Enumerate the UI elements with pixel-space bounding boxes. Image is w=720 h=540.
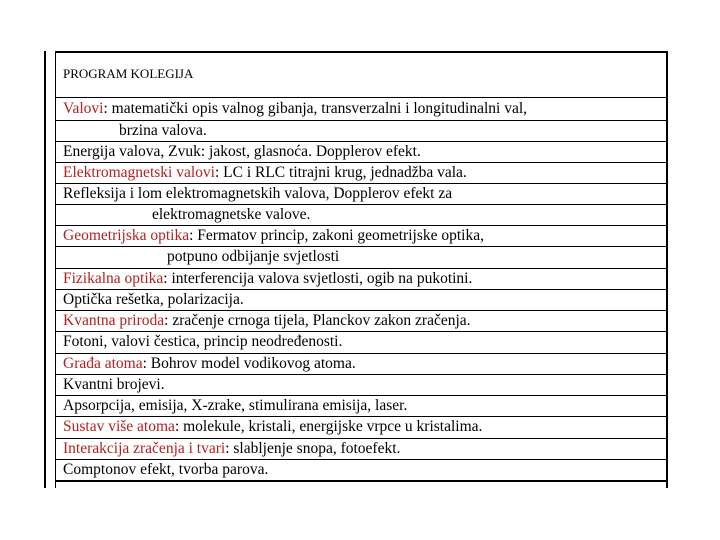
topic-term: Interakcija zračenja i tvari	[63, 440, 226, 457]
topic-term: Sustav više atoma	[63, 418, 175, 435]
topic-text: Fotoni, valovi čestica, princip neodređenosti.	[63, 333, 343, 350]
table-row	[55, 311, 668, 332]
topic-text: Comptonov efekt, tvorba parova.	[63, 461, 269, 478]
topic-text: : LC i RLC titrajni krug, jednadžba vala.	[214, 164, 467, 181]
table-row	[55, 247, 668, 269]
table-row	[55, 396, 668, 417]
topic-text: Energija valova, Zvuk: jakost, glasnoća. Dopplerov efekt.	[63, 143, 421, 160]
topic-term: Fizikalna optika	[63, 270, 164, 287]
topic-text: potpuno odbijanje svjetlosti	[167, 248, 340, 265]
table-row	[55, 226, 668, 247]
table-row	[55, 163, 668, 184]
table-row	[55, 332, 668, 354]
topic-text: : Fermatov princip, zakoni geometrijske optika,	[189, 227, 484, 244]
table-row	[55, 98, 668, 121]
topic-term: Geometrijska optika	[63, 227, 190, 244]
table-row	[55, 269, 668, 290]
topic-text: : matematički opis valnog gibanja, transverzalni i longitudinalni val,	[103, 100, 528, 117]
table-row	[55, 121, 668, 142]
table-row	[55, 439, 668, 460]
table-row	[55, 354, 668, 375]
topic-text: : slabljenje snopa, fotoefekt.	[225, 440, 401, 457]
table-row	[55, 142, 668, 163]
table-row	[55, 205, 668, 226]
table-row	[55, 184, 668, 205]
table-row	[55, 460, 668, 482]
topic-text: Refleksija i lom elektromagnetskih valova, Dopplerov efekt za	[63, 185, 453, 202]
topic-text: Apsorpcija, emisija, X-zrake, stimulirana emisija, laser.	[63, 397, 408, 414]
topic-term: Elektromagnetski valovi	[63, 164, 215, 181]
topic-text: Optička rešetka, polarizacija.	[63, 291, 244, 308]
topic-text: : zračenje crnoga tijela, Planckov zakon zračenja.	[164, 312, 471, 329]
topic-text: elektromagnetske valove.	[152, 206, 311, 223]
topic-text: : molekule, kristali, energijske vrpce u kristalima.	[174, 418, 483, 435]
course-topics-table	[55, 98, 668, 482]
topic-term: Građa atoma	[63, 355, 143, 372]
topic-text: : interferencija valova svjetlosti, ogib na pukotini.	[163, 270, 473, 287]
table-title: PROGRAM KOLEGIJA	[63, 66, 194, 81]
table-row	[55, 375, 668, 396]
topic-term: Valovi	[63, 100, 104, 117]
topic-text: Kvantni brojevi.	[63, 376, 165, 393]
topic-text: brzina valova.	[119, 122, 207, 139]
table-row	[55, 290, 668, 311]
topic-text: : Bohrov model vodikovog atoma.	[142, 355, 356, 372]
table-row	[55, 417, 668, 439]
topic-term: Kvantna priroda	[63, 312, 165, 329]
